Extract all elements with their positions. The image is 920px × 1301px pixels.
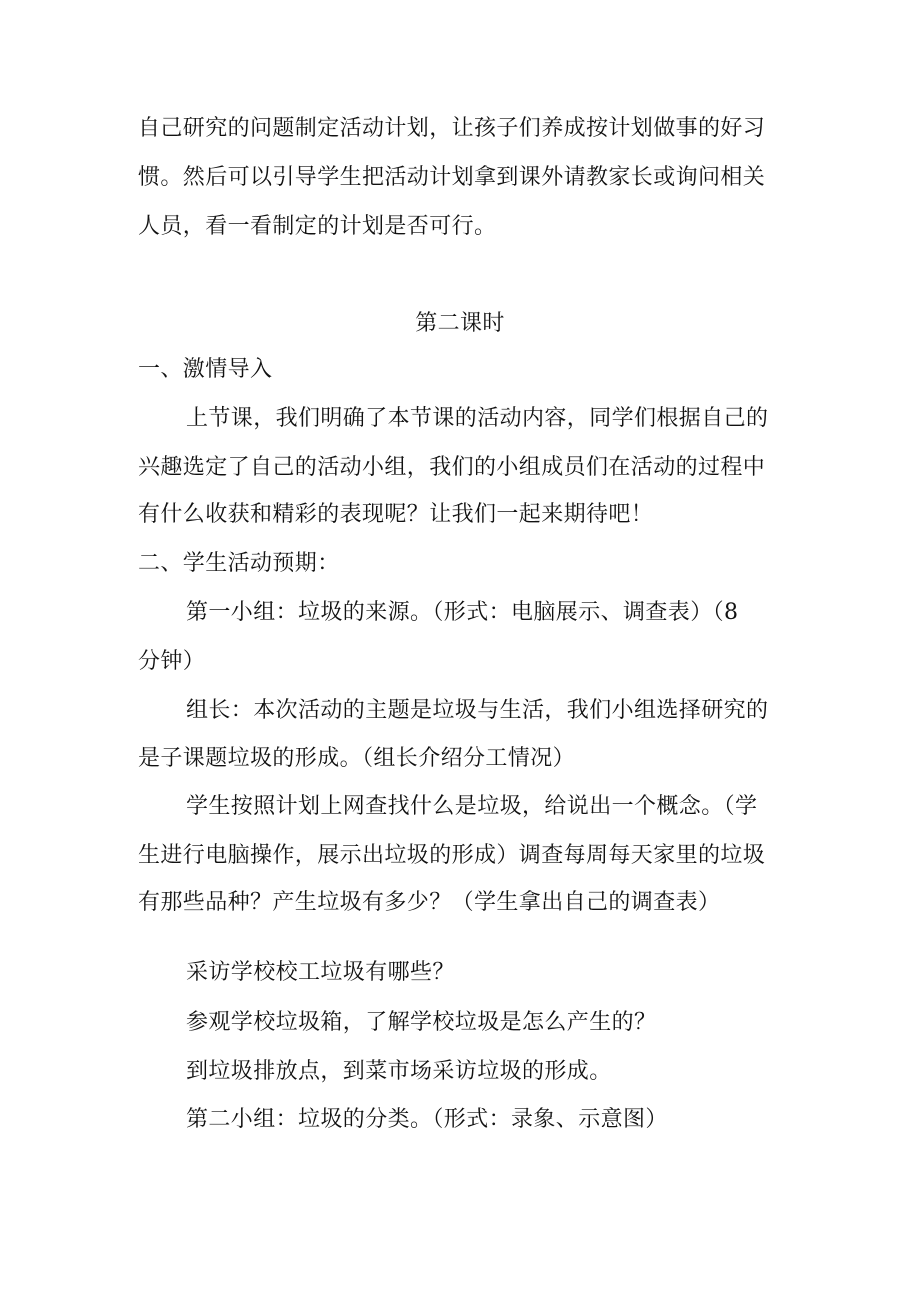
item-market-interview: 到垃圾排放点，到菜市场采访垃圾的形成。	[186, 1059, 612, 1084]
intro-line-2: 惯。然后可以引导学生把活动计划拿到课外请教家长或询问相关	[138, 165, 766, 190]
section1-line-2: 兴趣选定了自己的活动小组，我们的小组成员们在活动的过程中	[138, 455, 766, 480]
section1-heading: 一、激情导入	[138, 357, 273, 382]
item-interview-staff: 采访学校校工垃圾有哪些？	[186, 960, 455, 985]
section1-line-1: 上节课，我们明确了本节课的活动内容，同学们根据自己的	[186, 406, 769, 431]
item-group2: 第二小组：垃圾的分类。（形式：录象、示意图）	[186, 1107, 668, 1132]
item-visit-bins: 参观学校垃圾箱，了解学校垃圾是怎么产生的？	[186, 1010, 657, 1035]
leader-line-1: 组长：本次活动的主题是垃圾与生活，我们小组选择研究的	[186, 698, 769, 723]
lesson-title: 第二课时	[415, 311, 505, 336]
group1-intro-line-1: 第一小组：垃圾的来源。（形式：电脑展示、调查表）（8	[186, 600, 739, 625]
intro-line-3: 人员，看一看制定的计划是否可行。	[138, 214, 497, 239]
group1-intro-line-2: 分钟）	[138, 649, 206, 674]
section1-line-3: 有什么收获和精彩的表现呢？让我们一起来期待吧！	[138, 502, 654, 527]
student-line-3: 有那些品种？产生垃圾有多少？（学生拿出自己的调查表）	[138, 890, 721, 915]
section2-heading: 二、学生活动预期：	[138, 551, 340, 576]
leader-line-2: 是子课题垃圾的形成。（组长介绍分工情况）	[138, 746, 576, 771]
student-line-2: 生进行电脑操作，展示出垃圾的形成）调查每周每天家里的垃圾	[138, 843, 766, 868]
intro-line-1: 自己研究的问题制定活动计划，让孩子们养成按计划做事的好习	[138, 116, 766, 141]
student-line-1: 学生按照计划上网查找什么是垃圾，给说出一个概念。（学	[186, 794, 758, 819]
